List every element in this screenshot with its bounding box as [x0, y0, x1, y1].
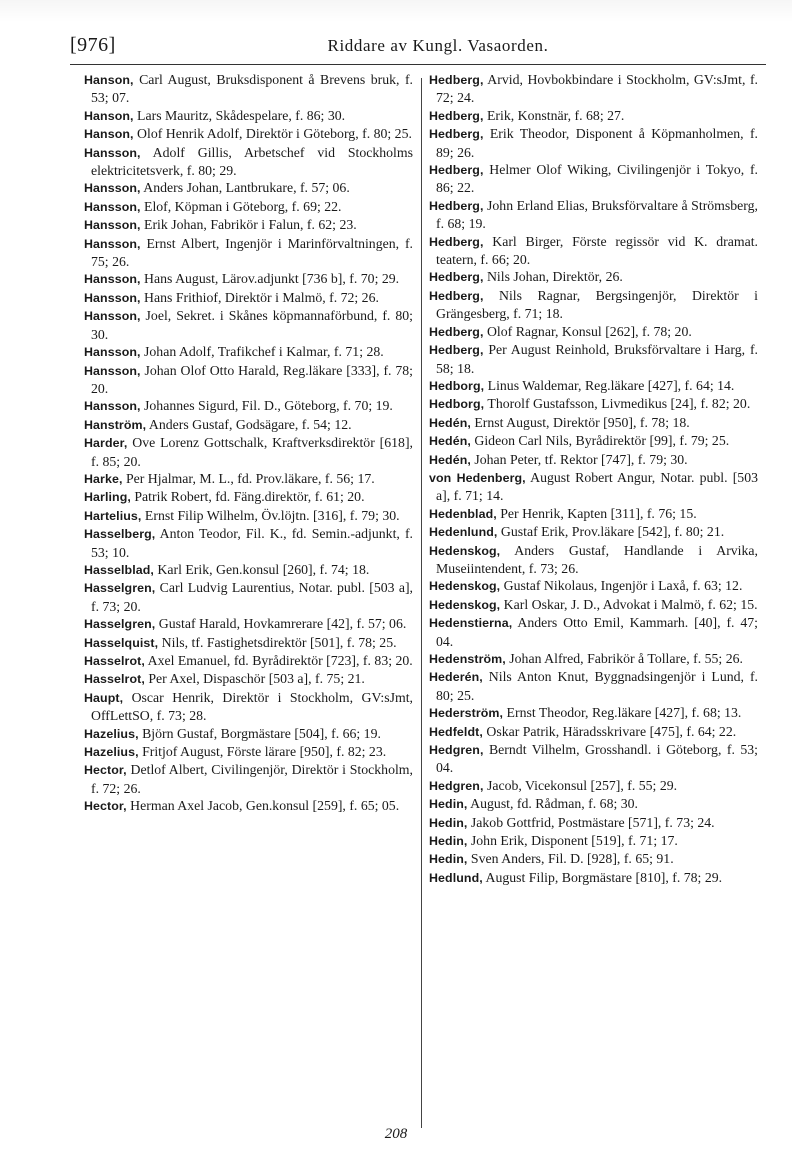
entry-details: Jacob, Vicekonsul [257], f. 55; 29. [483, 777, 678, 793]
register-entry [429, 432, 758, 450]
entry-details: Olof Ragnar, Konsul [262], f. 78; 20. [483, 323, 692, 339]
entry-surname: Hedberg, [429, 234, 484, 249]
entry-details: Carl August, Bruksdisponent å Brevens bruk, f. 53; 07. [91, 72, 413, 106]
entry-surname: Hederén, [429, 670, 483, 685]
entry-details: Per Axel, Dispaschör [503 a], f. 75; 21. [144, 671, 365, 687]
entry-details: Carl Ludvig Laurentius, Notar. publ. [503 a], f. 73; 20. [91, 580, 413, 614]
entry-surname: Hansson, [84, 145, 141, 160]
entry-surname: Hedin, [429, 852, 468, 867]
entry-details: Per Henrik, Kapten [311], f. 76; 15. [496, 505, 697, 521]
register-entry [429, 125, 758, 161]
entry-surname: Hansson, [84, 181, 141, 196]
entry-surname: Hansson, [84, 218, 141, 233]
entry-surname: Hansson, [84, 309, 141, 324]
entry-surname: Hazelius, [84, 745, 139, 760]
entry-surname: Hasselrot, [84, 654, 145, 668]
entry-surname: Harke, [84, 471, 123, 486]
entry-details: Nils Anton Knut, Byggnadsingenjör i Lund, f. 80; 25. [436, 669, 758, 703]
register-entry [429, 869, 758, 887]
entry-surname: von Hedenberg, [429, 470, 526, 485]
entry-surname: Hedenström, [429, 652, 506, 666]
entry-details: Anders Gustaf, Godsägare, f. 54; 12. [146, 416, 352, 432]
register-entry [84, 397, 413, 415]
register-entry [429, 523, 758, 541]
entry-surname: Hanson, [84, 73, 134, 87]
register-entry [84, 470, 413, 488]
entry-surname: Haupt, [84, 690, 124, 705]
entry-details: Anders Gustaf, Handlande i Arvika, Museiintendent, f. 73; 26. [436, 542, 758, 576]
register-entry [429, 850, 758, 868]
entry-surname: Hedberg, [429, 288, 484, 303]
entry-surname: Hedgren, [429, 778, 484, 793]
entry-surname: Hasselberg, [84, 527, 156, 542]
entry-details: Elof, Köpman i Göteborg, f. 69; 22. [140, 198, 342, 214]
register-entry [84, 71, 413, 107]
register-entry [429, 395, 758, 413]
entry-surname: Hedberg, [429, 343, 484, 358]
register-entry [84, 107, 413, 125]
entry-details: Detlof Albert, Civilingenjör, Direktör i Stockholm, f. 72; 26. [91, 762, 413, 796]
entry-details: Johannes Sigurd, Fil. D., Göteborg, f. 70; 19. [140, 398, 393, 414]
register-entry [84, 525, 413, 561]
entry-surname: Hedén, [429, 452, 471, 467]
right-column [429, 71, 758, 887]
page-title: Riddare av Kungl. Vasaorden. [327, 36, 549, 55]
entry-surname: Hasselgren, [84, 581, 156, 596]
register-entry [429, 341, 758, 377]
column-divider [421, 78, 422, 1128]
entry-surname: Hedenblad, [429, 506, 497, 521]
entry-surname: Hedenlund, [429, 525, 498, 540]
entry-details: Linus Waldemar, Reg.läkare [427], f. 64; 14. [484, 377, 735, 393]
entry-surname: Hasselrot, [84, 672, 145, 687]
entry-details: Anton Teodor, Fil. K., fd. Semin.-adjunkt, f. 53; 10. [91, 526, 413, 560]
entry-details: Helmer Olof Wiking, Civilingenjör i Tokyo, f. 86; 22. [436, 162, 758, 196]
entry-surname: Hedberg, [429, 270, 484, 285]
register-entry [429, 107, 758, 125]
entry-surname: Hedberg, [429, 127, 484, 142]
register-entry [84, 634, 413, 652]
scan-top-edge [0, 0, 792, 22]
entry-surname: Hector, [84, 799, 127, 814]
entry-details: Berndt Vilhelm, Grosshandl. i Göteborg, f. 53; 04. [436, 742, 758, 776]
entry-details: Jakob Gottfrid, Postmästare [571], f. 73; 24. [467, 814, 715, 830]
register-entry [84, 307, 413, 343]
register-entry [84, 198, 413, 216]
entry-details: Thorolf Gustafsson, Livmedikus [24], f. 82; 20. [484, 396, 751, 412]
entry-surname: Hedin, [429, 815, 468, 830]
register-entry [84, 488, 413, 506]
page-number: [976] [70, 34, 116, 56]
entry-details: Nils, tf. Fastighetsdirektör [501], f. 78; 25. [158, 634, 397, 650]
entry-details: Johan Peter, tf. Rektor [747], f. 79; 30. [470, 451, 688, 467]
entry-surname: Hedberg, [429, 163, 484, 178]
register-entry [84, 761, 413, 797]
entry-details: Gideon Carl Nils, Byrådirektör [99], f. 79; 25. [470, 433, 730, 449]
entry-details: John Erik, Disponent [519], f. 71; 17. [467, 833, 678, 849]
entry-surname: Hedgren, [429, 743, 484, 758]
entry-details: Ernst August, Direktör [950], f. 78; 18. [470, 414, 690, 430]
register-entry [429, 197, 758, 233]
entry-details: Ove Lorenz Gottschalk, Kraftverksdirektör [618], f. 85; 20. [91, 435, 413, 469]
register-entry [429, 795, 758, 813]
register-entry [429, 777, 758, 795]
entry-surname: Harling, [84, 490, 131, 505]
entry-details: Johan Alfred, Fabrikör å Tollare, f. 55; 26. [505, 651, 743, 666]
register-entry [429, 577, 758, 595]
entry-surname: Hedenskog, [429, 597, 501, 612]
entry-details: Ernst Filip Wilhelm, Öv.löjtn. [316], f. 79; 30. [141, 507, 400, 523]
register-entry [84, 144, 413, 180]
entry-details: John Erland Elias, Bruksförvaltare å Strömsberg, f. 68; 19. [436, 197, 758, 232]
entry-surname: Hedberg, [429, 198, 484, 213]
register-entry [84, 670, 413, 688]
register-entry [84, 743, 413, 761]
entry-details: Björn Gustaf, Borgmästare [504], f. 66; 19. [138, 725, 381, 741]
entry-surname: Hanson, [84, 108, 134, 123]
register-entry [429, 323, 758, 341]
entry-surname: Hedfeldt, [429, 724, 483, 739]
entry-details: Arvid, Hovbokbindare i Stockholm, GV:sJmt, f. 72; 24. [436, 72, 758, 106]
entry-surname: Hedin, [429, 834, 468, 849]
entry-surname: Hartelius, [84, 508, 142, 523]
entry-surname: Hansson, [84, 236, 141, 251]
entry-surname: Hansson, [84, 399, 141, 414]
register-entry [429, 668, 758, 704]
entry-surname: Hansson, [84, 272, 141, 287]
entry-surname: Hasselgren, [84, 617, 156, 632]
entry-details: Hans August, Lärov.adjunkt [736 b], f. 70; 29. [140, 271, 400, 287]
register-entry [84, 434, 413, 470]
page-header [70, 34, 766, 64]
entry-details: Fritjof August, Förste lärare [950], f. 82; 23. [138, 744, 387, 760]
register-entry [429, 505, 758, 523]
entry-surname: Hedin, [429, 797, 468, 812]
entry-details: Gustaf Nikolaus, Ingenjör i Laxå, f. 63; 12. [500, 578, 743, 594]
register-entry [429, 650, 758, 668]
entry-surname: Hedberg, [429, 73, 484, 87]
entry-details: Karl Erik, Gen.konsul [260], f. 74; 18. [153, 561, 370, 577]
entry-details: Ernst Albert, Ingenjör i Marinförvaltningen, f. 75; 26. [91, 235, 413, 270]
entry-details: Karl Oskar, J. D., Advokat i Malmö, f. 62; 15. [500, 596, 758, 612]
footer-page-number: 208 [384, 1126, 408, 1142]
entry-details: Adolf Gillis, Arbetschef vid Stockholms elektricitetsverk, f. 80; 29. [91, 144, 413, 179]
register-entry [429, 161, 758, 197]
entry-details: Patrik Robert, fd. Fäng.direktör, f. 61; 20. [130, 489, 365, 505]
register-entry [84, 579, 413, 615]
entry-surname: Hedborg, [429, 397, 485, 412]
register-entry [84, 362, 413, 398]
register-entry [429, 723, 758, 741]
register-entry [429, 233, 758, 269]
register-entry [429, 469, 758, 505]
register-entry [429, 287, 758, 323]
entry-details: Johan Adolf, Trafikchef i Kalmar, f. 71; 28. [140, 344, 384, 360]
register-entry [429, 71, 758, 107]
entry-details: August, fd. Rådman, f. 68; 30. [467, 796, 639, 812]
register-entry [84, 615, 413, 633]
register-entry [429, 741, 758, 777]
entry-surname: Hedberg, [429, 324, 484, 339]
entry-surname: Hedenskog, [429, 543, 501, 558]
entry-surname: Hederström, [429, 706, 504, 721]
register-entry [84, 561, 413, 579]
register-entry [429, 614, 758, 650]
header-rule [70, 64, 766, 65]
entry-details: Gustaf Harald, Hovkamrerare [42], f. 57; 06. [155, 616, 407, 632]
entry-details: Herman Axel Jacob, Gen.konsul [259], f. 65; 05. [126, 798, 400, 814]
entry-surname: Harder, [84, 436, 128, 451]
entry-surname: Hasselquist, [84, 635, 159, 650]
register-entry [84, 235, 413, 271]
register-entry [429, 377, 758, 395]
register-entry [429, 451, 758, 469]
entry-details: Joel, Sekret. i Skånes köpmannaförbund, f. 80; 30. [91, 308, 413, 342]
entry-surname: Hedborg, [429, 378, 485, 393]
register-entry [84, 179, 413, 197]
register-entry [429, 268, 758, 286]
entry-details: Lars Mauritz, Skådespelare, f. 86; 30. [133, 107, 346, 123]
entry-details: Gustaf Erik, Prov.läkare [542], f. 80; 21. [497, 524, 725, 540]
entry-details: Oscar Henrik, Direktör i Stockholm, GV:sJmt, OffLettSO, f. 73; 28. [91, 689, 413, 724]
entry-surname: Hansson, [84, 363, 141, 378]
entry-surname: Hasselblad, [84, 562, 154, 577]
entry-surname: Hedén, [429, 415, 471, 430]
register-entry [84, 125, 413, 143]
entry-details: Per August Reinhold, Bruksförvaltare i Harg, f. 58; 18. [436, 342, 758, 376]
register-entry [429, 814, 758, 832]
register-entry [84, 416, 413, 434]
entry-details: Erik, Konstnär, f. 68; 27. [483, 107, 625, 123]
entry-details: August Filip, Borgmästare [810], f. 78; 29. [482, 869, 723, 885]
register-entry [84, 507, 413, 525]
entry-details: Nils Ragnar, Bergsingenjör, Direktör i Grängesberg, f. 71; 18. [436, 287, 758, 322]
entry-details: Ernst Theodor, Reg.läkare [427], f. 68; 13. [503, 705, 742, 721]
entry-details: Anders Johan, Lantbrukare, f. 57; 06. [140, 180, 350, 196]
entry-details: Oskar Patrik, Häradsskrivare [475], f. 64; 22. [482, 723, 737, 739]
register-entry [84, 270, 413, 288]
register-entry [429, 832, 758, 850]
entry-surname: Hazelius, [84, 726, 139, 741]
entry-surname: Hedberg, [429, 108, 484, 123]
entry-details: Per Hjalmar, M. L., fd. Prov.läkare, f. 56; 17. [122, 470, 375, 486]
entry-details: Karl Birger, Förste regissör vid K. dramat. teatern, f. 66; 20. [436, 233, 758, 268]
entry-surname: Hedenstierna, [429, 616, 513, 631]
entry-details: Axel Emanuel, fd. Byrådirektör [723], f. 83; 20. [144, 653, 413, 668]
entry-surname: Hansson, [84, 345, 141, 360]
entry-surname: Hedén, [429, 434, 471, 449]
entry-surname: Hansson, [84, 290, 141, 305]
register-entry [84, 343, 413, 361]
register-entry [84, 689, 413, 725]
register-entry [429, 414, 758, 432]
register-entry [429, 596, 758, 614]
entry-surname: Hanström, [84, 417, 147, 432]
entry-details: Hans Frithiof, Direktör i Malmö, f. 72; 26. [140, 289, 379, 305]
left-column [84, 71, 413, 816]
register-entry [84, 725, 413, 743]
entry-details: Erik Theodor, Disponent å Köpmanholmen, f. 89; 26. [436, 126, 758, 160]
entry-surname: Hector, [84, 763, 127, 778]
entry-surname: Hansson, [84, 199, 141, 214]
entry-surname: Hedenskog, [429, 579, 501, 594]
register-entry [84, 216, 413, 234]
register-entry [429, 542, 758, 578]
register-entry [84, 797, 413, 815]
entry-details: Anders Otto Emil, Kammarh. [40], f. 47; 04. [436, 615, 758, 649]
register-entry [84, 289, 413, 307]
register-entry [429, 704, 758, 722]
entry-surname: Hedlund, [429, 870, 483, 885]
entry-details: Erik Johan, Fabrikör i Falun, f. 62; 23. [140, 217, 357, 233]
entry-details: Nils Johan, Direktör, 26. [483, 269, 623, 285]
entry-details: Sven Anders, Fil. D. [928], f. 65; 91. [467, 851, 674, 867]
entry-details: Olof Henrik Adolf, Direktör i Göteborg, f. 80; 25. [133, 126, 412, 142]
entry-surname: Hanson, [84, 127, 134, 142]
entry-details: Johan Olof Otto Harald, Reg.läkare [333], f. 78; 20. [91, 362, 413, 396]
entry-details: August Robert Angur, Notar. publ. [503 a], f. 71; 14. [436, 469, 758, 504]
register-entry [84, 652, 413, 670]
